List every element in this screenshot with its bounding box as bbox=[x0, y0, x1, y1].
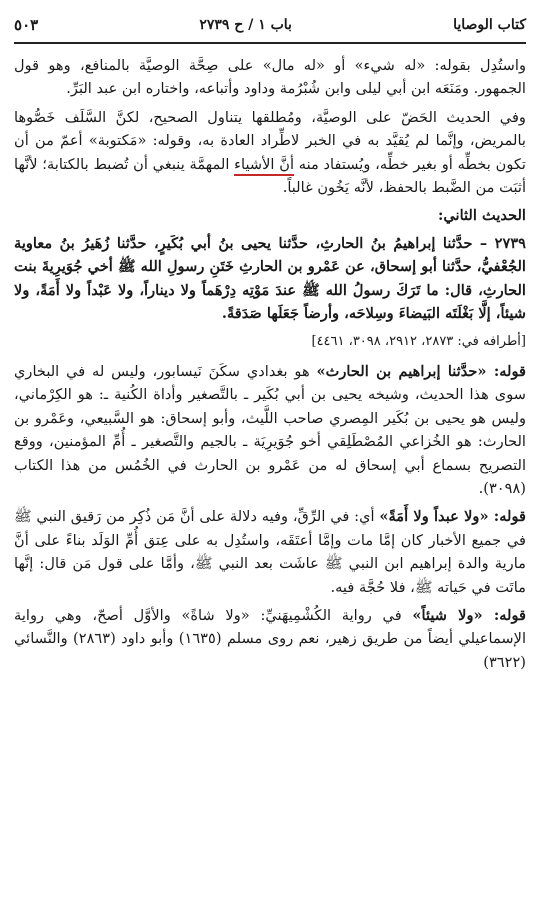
section-title: الحديث الثاني: bbox=[437, 207, 526, 225]
book-title: كتاب الوصايا bbox=[453, 17, 526, 33]
page-header bbox=[14, 8, 526, 44]
commentary-label: قوله: «حدَّثنا إبراهيم بن الحارث» bbox=[316, 362, 526, 380]
commentary-paragraph: قوله: «حدَّثنا إبراهيم بن الحارث» هو بغدادي سكَنَ نَيسابور، وليس له في البخاري سوى هذا الحديث، وشيخه يحيى بن أبي بُكَير ـ بالتَّصغير وأداة الكُنية ـ: هو الكِرْماني، وليس هو يحيى بن بُكَير المِصري صاحب اللَّيث، وأبو إسحاق: هو السَّبيعي، وعَمْرو بن الحارث: هو الخُزاعي المُصْطَلِقي أخو جُوَيرِيَة ـ بالجيم والتَّصغير ـ أُمِّ المؤمنين، ووقع التصريح بسماع أبي إسحاق له من عَمْرو بن الحارث في الخُمُس من هذا الكتاب (٣٠٩٨). bbox=[14, 362, 526, 497]
references: [أطرافه في: ٢٨٧٣، ٢٩١٢، ٣٠٩٨، ٤٤٦١] bbox=[311, 334, 526, 350]
chapter-reference: باب ١ / ح ٢٧٣٩ bbox=[199, 17, 292, 33]
hadith-text: ٢٧٣٩ – حدَّثنا إبراهيمُ بنُ الحارثِ، حدَّثنا يحيى بنُ أبي بُكَيرٍ، حدَّثنا زُهَيرُ بنُ معاوية الجُعْفيُّ، حدَّثنا أبو إسحاق، عن عَمْرو بن الحارثِ خَتَنِ رسولِ الله ﷺ أخي جُوَيرِيةَ بنت الحارثِ، قال: ما تَرَكَ رسولُ الله ﷺ عندَ مَوْتِه دِرْهَماً ولا ديناراً، ولا عَبْداً ولا أَمَةً، ولا شيئاً، إلَّا بَغْلَتَه البَيضاءَ وسِلاحَه، وأرضاً جَعَلَها صَدَقةً. bbox=[14, 234, 526, 323]
book-page bbox=[0, 8, 540, 899]
page-number: ٥٠٣ bbox=[14, 16, 39, 34]
paragraph: وفي الحديث الحَضّ على الوصيَّة، ومُطلقها يتناول الصحيح، لكنَّ السَّلَف خَصُّوها بالمريض، وإنَّما لم يُقيَّد به في الخبر لاطِّراد العادة به، وقوله: «مَكتوبة» أعمّ من أن تكون بخطِّه أو بغير خطِّه، ويُستفاد منه أنَّ الأشياء المهمَّة ينبغي أن تُضبط بالكتابة؛ لأنَّها أثبَت من الضَّبط بالحفظ، لأنَّه يَخُون غالباً. bbox=[14, 108, 526, 197]
commentary-paragraph: قوله: «ولا عبداً ولا أَمَةً» أي: في الرِّقِّ، وفيه دلالة على أنَّ مَن ذُكِر من رَقيق النبي ﷺ في جميع الأخبار كان إمَّا مات وإمَّا أعتَقَه، واستُدِل به على عِتق أُمِّ الوَلَد بناءً على أنَّ مارية والدة إبراهيم ابن النبي ﷺ عاشَت بعد النبي ﷺ، وأمَّا على قول مَن قال: إنَّها ماتَت في حَياته ﷺ، فلا حُجَّة فيه. bbox=[14, 508, 526, 596]
commentary-label: قوله: «ولا شيئاً» bbox=[412, 606, 526, 624]
commentary-paragraph: قوله: «ولا شيئاً» في رواية الكُشْمِيهَنيِّ: «ولا شاةً» والأوَّل أصحّ، وهي رواية الإسماعيلي أيضاً من طريق زهير، نعم روى مسلم (١٦٣٥) وأبو داود (٢٨٦٣) والنَّسائي (٣٦٢٢) bbox=[14, 606, 526, 671]
commentary-label: قوله: «ولا عبداً ولا أَمَةً» bbox=[379, 508, 526, 526]
highlighted-phrase: أنَّ الأشياء bbox=[234, 156, 294, 176]
page-content bbox=[14, 54, 526, 674]
paragraph: واستُدِل بقوله: «له شيء» أو «له مال» على صِحَّة الوصيَّة بالمنافع، وهو قول الجمهور. ومَنَعَه ابن أبي ليلى وابن شُبْرُمة وداود وأتباعه، واختاره ابن عبد البَرِّ. bbox=[14, 57, 526, 98]
